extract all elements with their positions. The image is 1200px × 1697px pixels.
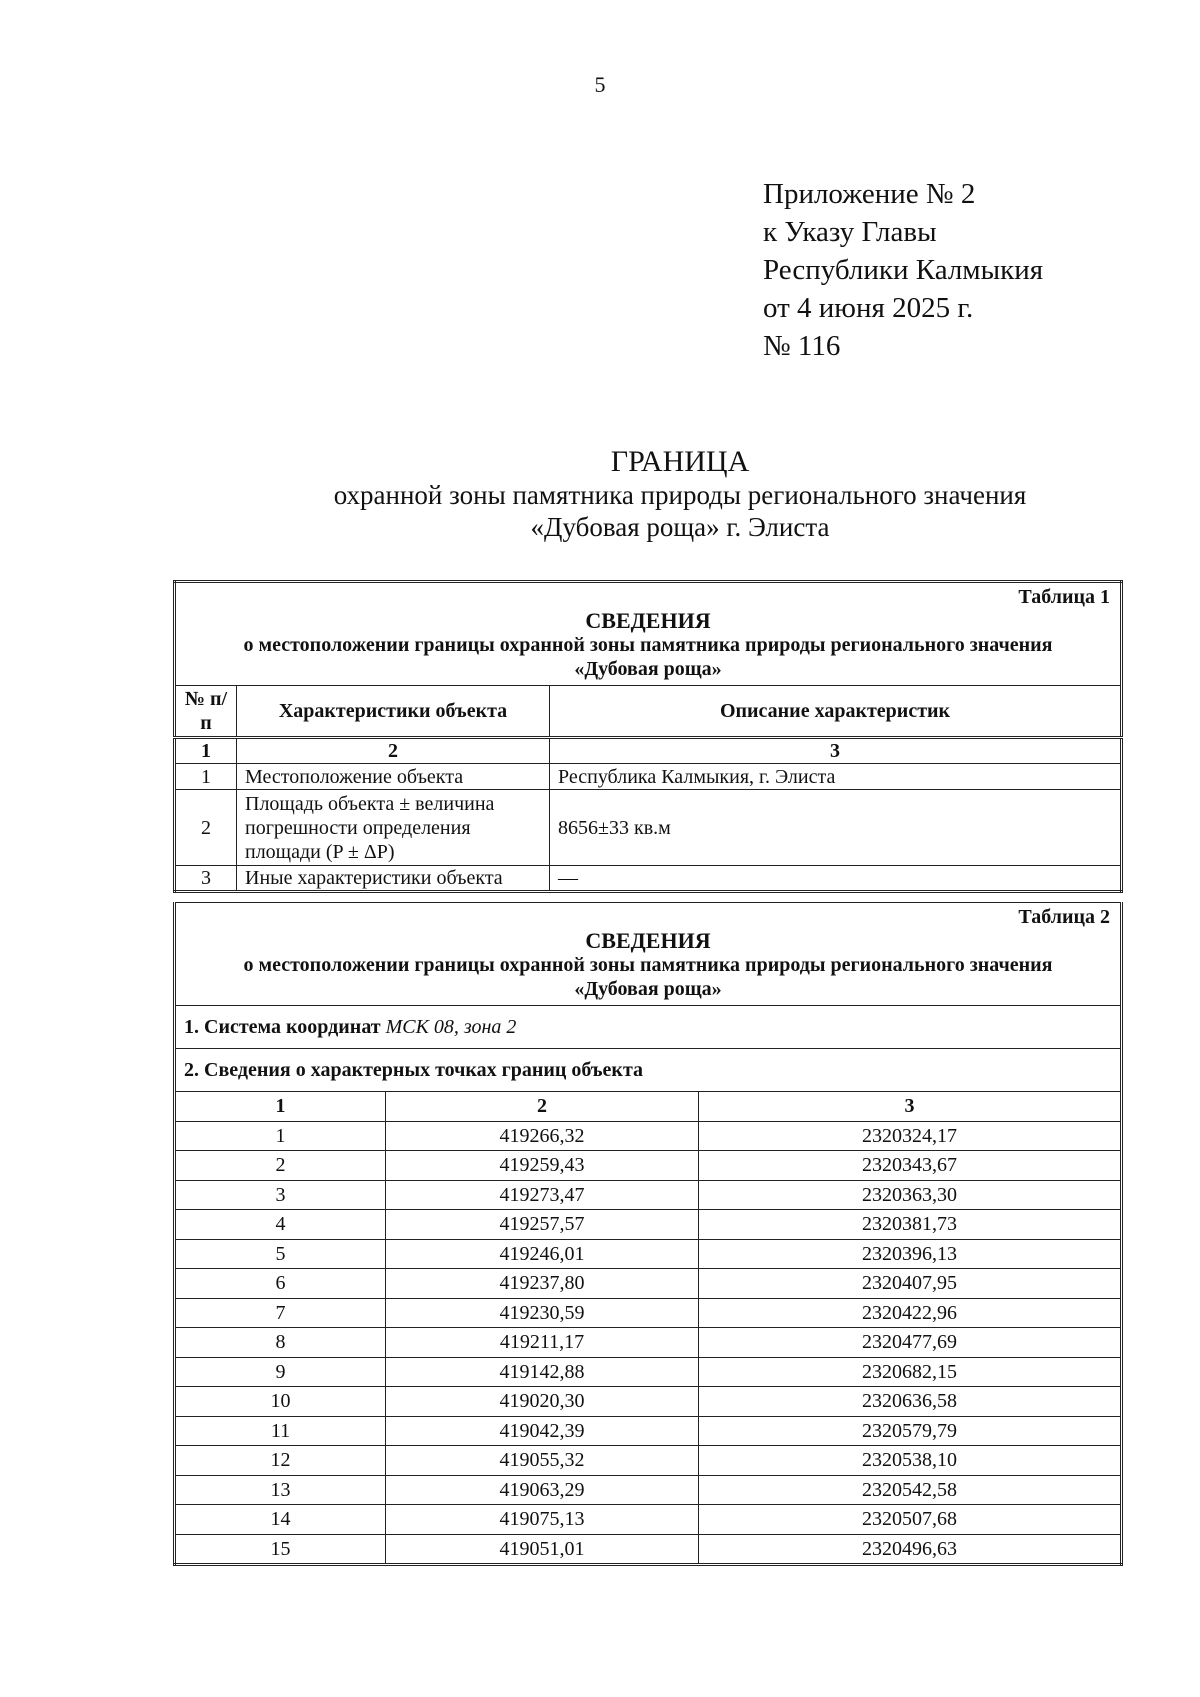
table-row	[175, 1121, 1122, 1151]
table-row	[175, 764, 1122, 790]
table-row	[175, 866, 1122, 892]
table2-caption	[175, 903, 1122, 1006]
column-number: 3	[699, 1092, 1122, 1122]
header-characteristics: Характеристики объекта	[237, 686, 550, 738]
point-number: 4	[175, 1210, 386, 1240]
title-line: «Дубовая роща» г. Элиста	[530, 512, 830, 542]
table-row	[175, 1505, 1122, 1535]
point-x: 419237,80	[386, 1269, 699, 1299]
table-heading: СВЕДЕНИЯ	[585, 928, 711, 953]
point-y: 2320682,15	[699, 1357, 1122, 1387]
point-x: 419257,57	[386, 1210, 699, 1240]
point-y: 2320407,95	[699, 1269, 1122, 1299]
table-row	[175, 1416, 1122, 1446]
appendix-line: № 116	[763, 330, 841, 362]
point-y: 2320343,67	[699, 1151, 1122, 1181]
point-y: 2320636,58	[699, 1387, 1122, 1417]
row-description: 8656±33 кв.м	[550, 790, 1122, 866]
point-x: 419051,01	[386, 1534, 699, 1565]
header-number: № п/п	[175, 686, 237, 738]
row-name: Иные характеристики объекта	[237, 866, 550, 892]
point-x: 419042,39	[386, 1416, 699, 1446]
row-description: —	[550, 866, 1122, 892]
coordinate-system-label: 1. Система координат	[184, 1016, 381, 1038]
document-title	[0, 445, 1200, 543]
point-x: 419266,32	[386, 1121, 699, 1151]
title-main: ГРАНИЦА	[610, 445, 750, 478]
point-number: 1	[175, 1121, 386, 1151]
points-body	[175, 1121, 1122, 1565]
point-number: 3	[175, 1180, 386, 1210]
point-number: 13	[175, 1475, 386, 1505]
point-x: 419142,88	[386, 1357, 699, 1387]
point-number: 8	[175, 1328, 386, 1358]
point-x: 419211,17	[386, 1328, 699, 1358]
point-y: 2320538,10	[699, 1446, 1122, 1476]
table-row	[175, 1180, 1122, 1210]
point-number: 14	[175, 1505, 386, 1535]
point-x: 419273,47	[386, 1180, 699, 1210]
point-number: 7	[175, 1298, 386, 1328]
point-number: 15	[175, 1534, 386, 1565]
page-number: 5	[594, 72, 606, 97]
point-x: 419246,01	[386, 1239, 699, 1269]
table-row	[175, 1475, 1122, 1505]
point-number: 11	[175, 1416, 386, 1446]
point-y: 2320396,13	[699, 1239, 1122, 1269]
title-line: охранной зоны памятника природы регионального значения	[333, 480, 1027, 510]
appendix-line: к Указу Главы	[763, 216, 937, 248]
table-row	[175, 790, 1122, 866]
table-row	[175, 1239, 1122, 1269]
point-x: 419259,43	[386, 1151, 699, 1181]
table-subheading: «Дубовая роща»	[574, 658, 722, 680]
table-subheading: о местоположении границы охранной зоны памятника природы регионального значения	[243, 954, 1053, 976]
table-row	[175, 1269, 1122, 1299]
table-row	[175, 1328, 1122, 1358]
table-label: Таблица 1	[1018, 586, 1111, 608]
coordinate-system-value: МСК 08, зона 2	[385, 1016, 517, 1038]
point-number: 2	[175, 1151, 386, 1181]
table1-caption	[175, 582, 1122, 686]
row-name: Местоположение объекта	[237, 764, 550, 790]
table-subheading: «Дубовая роща»	[574, 978, 722, 1000]
point-number: 12	[175, 1446, 386, 1476]
row-number: 2	[175, 790, 237, 866]
column-number: 1	[175, 738, 237, 764]
point-number: 6	[175, 1269, 386, 1299]
appendix-line: от 4 июня 2025 г.	[763, 292, 974, 324]
point-x: 419230,59	[386, 1298, 699, 1328]
table-label: Таблица 2	[1018, 906, 1111, 928]
point-x: 419020,30	[386, 1387, 699, 1417]
point-y: 2320422,96	[699, 1298, 1122, 1328]
column-number: 1	[175, 1092, 386, 1122]
point-y: 2320579,79	[699, 1416, 1122, 1446]
point-y: 2320363,30	[699, 1180, 1122, 1210]
appendix-block	[763, 175, 1043, 365]
point-y: 2320496,63	[699, 1534, 1122, 1565]
row-number: 3	[175, 866, 237, 892]
appendix-line: Республики Калмыкия	[763, 254, 1044, 286]
table-row	[175, 1534, 1122, 1565]
point-x: 419063,29	[386, 1475, 699, 1505]
row-description: Республика Калмыкия, г. Элиста	[550, 764, 1122, 790]
table-subheading: о местоположении границы охранной зоны памятника природы регионального значения	[243, 634, 1053, 656]
table-row	[175, 1387, 1122, 1417]
points-section-label: 2. Сведения о характерных точках границ объекта	[175, 1049, 1122, 1092]
point-y: 2320324,17	[699, 1121, 1122, 1151]
point-y: 2320381,73	[699, 1210, 1122, 1240]
column-number: 2	[237, 738, 550, 764]
table-row	[175, 1357, 1122, 1387]
appendix-line: Приложение № 2	[763, 178, 976, 210]
column-number: 2	[386, 1092, 699, 1122]
table-heading: СВЕДЕНИЯ	[585, 608, 711, 633]
row-name: Площадь объекта ± величина погрешности определения площади (P ± ΔP)	[237, 790, 550, 866]
row-number: 1	[175, 764, 237, 790]
point-y: 2320477,69	[699, 1328, 1122, 1358]
column-number: 3	[550, 738, 1122, 764]
point-number: 9	[175, 1357, 386, 1387]
table-row	[175, 1298, 1122, 1328]
point-number: 5	[175, 1239, 386, 1269]
point-number: 10	[175, 1387, 386, 1417]
point-y: 2320542,58	[699, 1475, 1122, 1505]
point-y: 2320507,68	[699, 1505, 1122, 1535]
coordinates-table	[173, 902, 1123, 1566]
characteristics-table	[173, 580, 1123, 893]
point-x: 419055,32	[386, 1446, 699, 1476]
table-row	[175, 1446, 1122, 1476]
point-x: 419075,13	[386, 1505, 699, 1535]
table-row	[175, 1210, 1122, 1240]
header-description: Описание характеристик	[550, 686, 1122, 738]
coordinate-system-row	[175, 1006, 1122, 1049]
table-row	[175, 1151, 1122, 1181]
